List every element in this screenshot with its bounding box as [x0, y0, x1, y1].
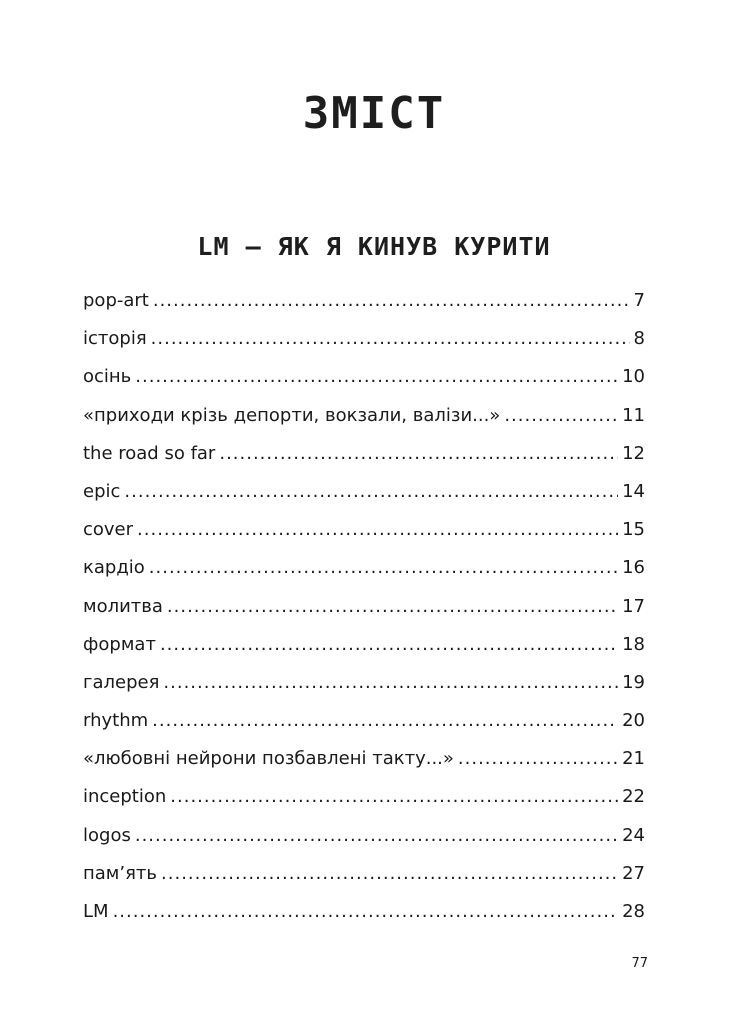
section-title: LM – ЯК Я КИНУВ КУРИТИ [197, 232, 551, 261]
toc-entry-title: осінь [83, 366, 132, 388]
toc-dot-leader [113, 901, 619, 922]
toc-dot-leader [458, 748, 618, 769]
toc-entry [83, 901, 645, 939]
toc-entry [83, 443, 645, 481]
toc-entry-title: logos [83, 824, 131, 846]
toc-entry-title: «любовні нейрони позбавлені такту...» [83, 748, 454, 770]
toc-dot-leader [135, 825, 618, 846]
toc-dot-leader [161, 863, 618, 884]
toc-dot-leader [170, 786, 618, 807]
toc-entry-title: inception [83, 786, 167, 808]
toc-entry [83, 634, 645, 672]
toc-entry-page: 19 [622, 671, 645, 693]
toc-dot-leader [124, 481, 618, 502]
toc-dot-leader [149, 557, 618, 578]
toc-entry-title: галерея [83, 671, 160, 693]
toc-entry-page: 7 [633, 290, 645, 311]
toc-entry-page: 22 [622, 786, 645, 808]
toc-entry [83, 481, 645, 519]
toc-entry-page: 27 [622, 862, 645, 884]
toc-entry [83, 710, 645, 748]
toc-entry [83, 366, 645, 404]
toc-entry-page: 15 [622, 519, 645, 541]
toc-entry-page: 20 [622, 710, 645, 732]
toc-entry-title: pop-art [83, 290, 149, 311]
toc-dot-leader [152, 710, 618, 731]
toc-entry-page: 24 [622, 824, 645, 846]
toc-entry-title: cover [83, 519, 134, 541]
toc-entry-title: формат [83, 633, 156, 655]
toc-entry-page: 17 [622, 595, 645, 617]
toc-entry [83, 328, 645, 366]
toc-entry-page: 8 [633, 328, 645, 350]
toc-entry [83, 825, 645, 863]
toc-dot-leader [135, 366, 618, 387]
toc-dot-leader [504, 405, 618, 426]
toc-entry-title: epic [83, 480, 121, 502]
toc-entry-page: 11 [622, 404, 645, 426]
toc-entry [83, 557, 645, 595]
toc-entry-page: 16 [622, 557, 645, 579]
toc-entry-page: 12 [622, 442, 645, 464]
toc-entry-title: «приходи крізь депорти, вокзали, валізи...» [83, 404, 501, 426]
toc-entry-title: LM [83, 901, 109, 922]
toc-entry-title: the road so far [83, 442, 216, 464]
toc-dot-leader [151, 328, 630, 349]
toc-entry [83, 863, 645, 901]
toc-entry [83, 748, 645, 786]
toc-dot-leader [163, 672, 618, 693]
toc-entry [83, 519, 645, 557]
toc-entry-title: rhythm [83, 710, 149, 732]
table-of-contents [83, 290, 645, 939]
toc-entry-page: 18 [622, 633, 645, 655]
toc-entry-page: 14 [622, 480, 645, 502]
toc-dot-leader [219, 443, 618, 464]
toc-entry [83, 672, 645, 710]
toc-entry [83, 786, 645, 824]
toc-entry-title: молитва [83, 595, 163, 617]
toc-entry-title: історія [83, 328, 147, 350]
toc-entry [83, 596, 645, 634]
page-number: 77 [631, 956, 648, 971]
toc-dot-leader [167, 596, 618, 617]
toc-dot-leader [137, 519, 618, 540]
toc-entry-title: пам’ять [83, 862, 158, 884]
toc-entry-page: 10 [622, 366, 645, 388]
toc-entry-page: 28 [622, 901, 645, 922]
toc-entry-title: кардіо [83, 557, 145, 579]
toc-entry [83, 405, 645, 443]
toc-entry-page: 21 [622, 748, 645, 770]
toc-dot-leader [160, 634, 618, 655]
page-title: ЗМІСТ [302, 88, 446, 139]
toc-entry [83, 290, 645, 328]
toc-dot-leader [153, 290, 630, 311]
